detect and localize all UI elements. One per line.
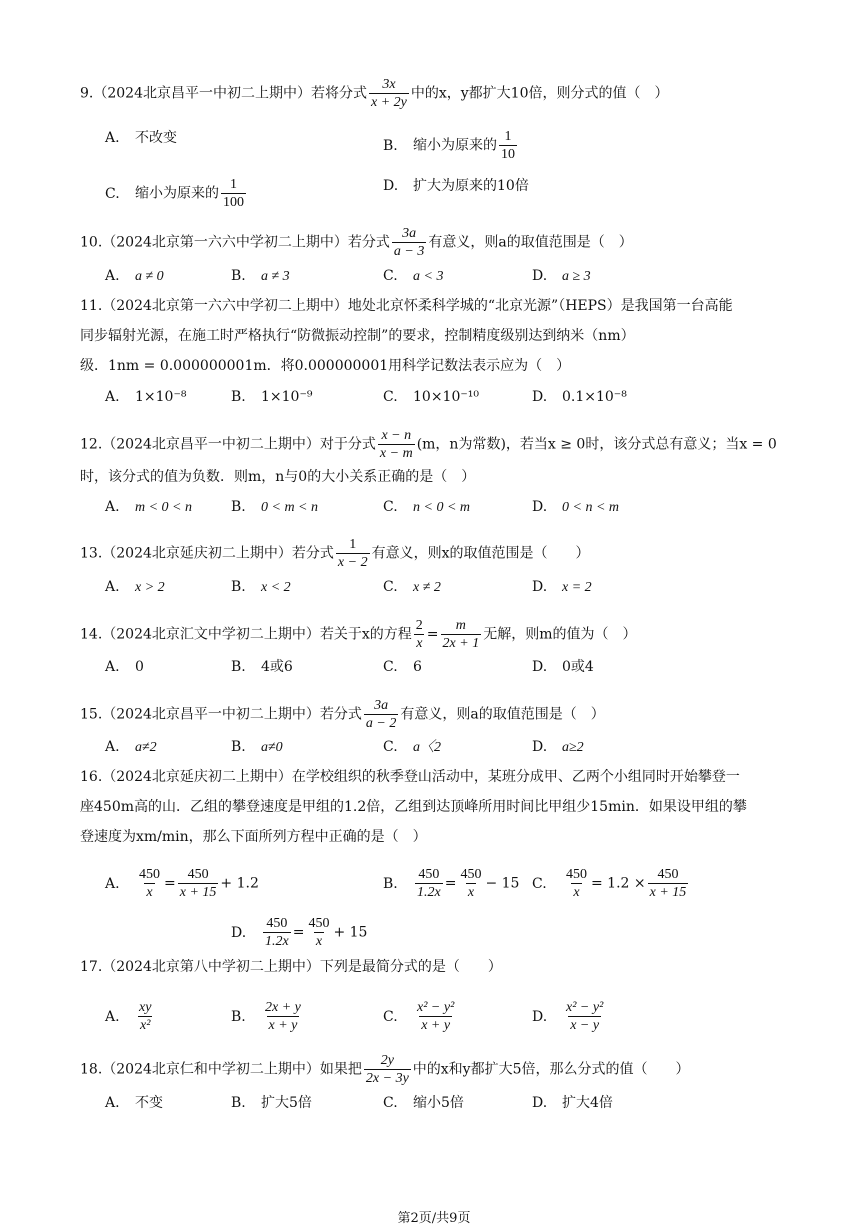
q16-c-label: C. <box>532 875 547 892</box>
q15-d-label: D. <box>532 739 548 755</box>
q14-f1-den: x <box>416 636 423 651</box>
q14-f1-num: 2 <box>415 618 423 633</box>
q16-b-eq: = <box>444 875 457 892</box>
q16-c-n2: 450 <box>657 867 679 882</box>
q13-frac-den: x − 2 <box>337 555 368 570</box>
q15-option-d[interactable] <box>532 737 584 758</box>
q17-a-den: x² <box>140 1018 151 1033</box>
q13-b-label: B. <box>231 579 246 595</box>
q16-a-d1: x <box>146 885 153 900</box>
q16-c-n1: 450 <box>566 867 587 882</box>
q16-a-frac1 <box>137 866 162 901</box>
q11-b-text: 1×10⁻⁹ <box>261 389 313 405</box>
q14-option-b[interactable] <box>231 657 293 677</box>
q16-b-label: B. <box>383 875 398 892</box>
q11-stem-line2: 同步辐射光源，在施工时严格执行“防微振动控制”的要求，控制精度级别达到纳米（nm） <box>80 328 635 344</box>
q16-d-n2: 450 <box>308 916 330 931</box>
question-9-stem <box>80 76 669 111</box>
q17-b-label: B. <box>231 1008 246 1025</box>
q11-d-text: 0.1×10⁻⁸ <box>562 389 627 405</box>
q17-b-den: x + y <box>268 1018 298 1033</box>
q17-c-den: x + y <box>421 1018 451 1033</box>
q13-fraction <box>336 536 370 571</box>
q10-frac-num: 3a <box>402 226 417 241</box>
q13-a-text: x > 2 <box>135 580 165 595</box>
q18-a-label: A. <box>105 1095 120 1111</box>
q9-stem-pre: 9.（2024北京昌平一中初二上期中）若将分式 <box>80 85 367 102</box>
q12-stem-post: (m，n为常数)，若当x ≥ 0时，该分式总有意义；当x = 0 <box>416 436 777 453</box>
q18-d-label: D. <box>532 1095 548 1111</box>
q16-a-n1: 450 <box>139 867 160 882</box>
q17-c-num: x² − y² <box>417 1000 455 1015</box>
q18-stem-post: 中的x和y都扩大5倍，那么分式的值（ ） <box>412 1061 690 1078</box>
q17-a-label: A. <box>105 1008 120 1025</box>
q17-b-num: 2x + y <box>265 1000 301 1015</box>
q17-a-fraction <box>137 999 153 1034</box>
q15-option-c[interactable] <box>383 737 441 758</box>
question-14-stem <box>80 617 636 652</box>
q9-c-text: 缩小为原来的 <box>135 185 219 202</box>
q13-d-label: D. <box>532 579 548 595</box>
q12-stem-pre: 12.（2024北京昌平一中初二上期中）对于分式 <box>80 436 376 453</box>
q17-option-d[interactable] <box>532 999 607 1034</box>
q10-a-text: a ≠ 0 <box>135 269 164 284</box>
q16-d-eq: = <box>292 924 305 941</box>
q15-option-a[interactable] <box>105 737 157 758</box>
q15-c-label: C. <box>383 739 398 755</box>
question-12-stem <box>80 427 777 462</box>
q12-option-c[interactable] <box>383 497 470 518</box>
q9-stem-post: 中的x，y都扩大10倍，则分式的值（ ） <box>410 85 669 102</box>
page-number: 第2页/共9页 <box>397 1211 471 1226</box>
q15-option-b[interactable] <box>231 737 283 758</box>
q16-b-d1: 1.2x <box>417 885 441 900</box>
q10-fraction <box>392 225 426 260</box>
q16-d-frac2 <box>306 915 331 950</box>
q12-b-label: B. <box>231 499 246 515</box>
q18-b-text: 扩大5倍 <box>261 1095 312 1111</box>
q9-b-label: B. <box>383 137 398 154</box>
q15-frac-num: 3a <box>374 698 389 713</box>
q13-frac-num: 1 <box>349 537 357 552</box>
q12-option-b[interactable] <box>231 497 318 518</box>
q9-c-fraction <box>221 176 246 211</box>
q14-option-a[interactable] <box>105 657 144 677</box>
q15-stem-pre: 15.（2024北京昌平一中初二上期中）若分式 <box>80 706 362 723</box>
q9-fraction <box>369 76 409 111</box>
q9-c-den: 100 <box>223 195 244 210</box>
q16-c-d1: x <box>573 885 580 900</box>
q11-c-label: C. <box>383 389 398 405</box>
q15-c-text: a〈2 <box>413 740 441 755</box>
q14-option-c[interactable] <box>383 657 422 677</box>
q10-option-a[interactable] <box>105 266 164 287</box>
q9-frac-den: x + 2y <box>371 95 407 110</box>
q16-option-c[interactable] <box>532 866 690 901</box>
q17-d-den: x − y <box>570 1018 600 1033</box>
q10-b-text: a ≠ 3 <box>261 269 290 284</box>
q14-stem-pre: 14.（2024北京汇文中学初二上期中）若关于x的方程 <box>80 626 412 643</box>
q9-c-label: C. <box>105 185 120 202</box>
question-10-stem <box>80 225 633 260</box>
q15-a-text: a≠2 <box>135 740 157 755</box>
q11-option-b[interactable] <box>231 387 312 407</box>
q9-a-label: A. <box>105 130 120 146</box>
q13-b-text: x < 2 <box>261 580 291 595</box>
q12-option-d[interactable] <box>532 497 619 518</box>
q9-option-b[interactable] <box>383 128 519 163</box>
q14-equals: = <box>426 626 439 643</box>
q9-option-d[interactable] <box>383 176 529 196</box>
q9-b-text: 缩小为原来的 <box>413 137 497 154</box>
q10-d-text: a ≥ 3 <box>562 269 591 284</box>
q15-fraction <box>364 697 398 732</box>
q18-frac-num: 2y <box>380 1053 394 1068</box>
q14-b-label: B. <box>231 659 246 675</box>
q11-option-a[interactable] <box>105 387 186 407</box>
q18-c-text: 缩小5倍 <box>413 1095 464 1111</box>
q17-stem: 17.（2024北京第八中学初二上期中）下列是最简分式的是（ ） <box>80 959 502 975</box>
q12-stem-line2: 时，该分式的值为负数．则m，n与0的大小关系正确的是（ ） <box>80 469 476 485</box>
q18-d-text: 扩大4倍 <box>562 1095 613 1111</box>
q12-c-label: C. <box>383 499 398 515</box>
q16-d-tail: + 15 <box>333 924 368 941</box>
q12-b-text: 0 < m < n <box>261 500 319 515</box>
q10-c-label: C. <box>383 268 398 284</box>
q14-d-label: D. <box>532 659 548 675</box>
q16-d-d1: 1.2x <box>265 934 289 949</box>
q14-a-text: 0 <box>135 659 144 675</box>
q10-option-d[interactable] <box>532 266 591 287</box>
q9-option-c[interactable] <box>105 176 248 211</box>
q15-b-text: a≠0 <box>261 740 283 755</box>
q11-stem-line1: 11.（2024北京第一六六中学初二上期中）地处北京怀柔科学城的“北京光源”（HEPS）是我国第一台高能 <box>80 298 733 314</box>
q13-d-text: x = 2 <box>562 580 592 595</box>
q16-stem-line3: 登速度为xm/min，那么下面所列方程中正确的是（ ） <box>80 829 427 845</box>
q14-f2-den: 2x + 1 <box>442 636 480 651</box>
q18-option-b[interactable] <box>231 1093 312 1113</box>
q9-c-num: 1 <box>230 177 237 192</box>
q14-option-d[interactable] <box>532 657 594 677</box>
q16-d-frac1 <box>263 915 291 950</box>
q14-c-text: 6 <box>413 659 422 675</box>
q17-a-num: xy <box>139 1000 152 1015</box>
q15-d-text: a≥2 <box>562 740 584 755</box>
question-13-stem <box>80 536 589 571</box>
q12-a-text: m < 0 < n <box>135 500 193 515</box>
q16-c-frac1 <box>564 866 589 901</box>
q10-stem-post: 有意义，则a的取值范围是（ ） <box>428 234 633 251</box>
q17-option-a[interactable] <box>105 999 155 1034</box>
q17-option-b[interactable] <box>231 999 305 1034</box>
q17-option-c[interactable] <box>383 999 458 1034</box>
q10-option-c[interactable] <box>383 266 443 287</box>
q11-stem-line3: 级．1nm = 0.000000001m．将0.000000001用科学记数法表示应为（ ） <box>80 358 571 374</box>
q18-option-c[interactable] <box>383 1093 464 1113</box>
q12-frac-den: x − m <box>379 446 413 461</box>
q16-d-n1: 450 <box>266 916 288 931</box>
q16-b-d2: x <box>467 885 475 900</box>
q13-option-b[interactable] <box>231 577 291 598</box>
q14-a-label: A. <box>105 659 120 675</box>
q16-b-frac1 <box>415 866 443 901</box>
q14-b-text: 4或6 <box>261 659 293 675</box>
q13-option-a[interactable] <box>105 577 165 598</box>
q10-b-label: B. <box>231 268 246 284</box>
q10-stem-pre: 10.（2024北京第一六六中学初二上期中）若分式 <box>80 234 390 251</box>
q12-a-label: A. <box>105 499 120 515</box>
question-15-stem <box>80 697 605 732</box>
q10-option-b[interactable] <box>231 266 290 287</box>
q17-d-fraction <box>564 999 605 1034</box>
q15-b-label: B. <box>231 739 246 755</box>
q14-f2-num: m <box>455 618 466 633</box>
q16-option-d[interactable] <box>231 915 367 950</box>
q17-c-label: C. <box>383 1008 398 1025</box>
q12-frac-num: x − n <box>381 428 412 443</box>
q18-frac-den: 2x − 3y <box>365 1071 409 1086</box>
q14-fraction-left <box>414 617 425 652</box>
q15-a-label: A. <box>105 739 120 755</box>
q13-stem-pre: 13.（2024北京延庆初二上期中）若分式 <box>80 545 334 562</box>
q16-c-d2: x + 15 <box>649 885 687 900</box>
q9-d-text: 扩大为原来的10倍 <box>413 178 529 194</box>
q16-a-n2: 450 <box>187 867 209 882</box>
q10-d-label: D. <box>532 268 548 284</box>
q17-c-fraction <box>415 999 456 1034</box>
q9-option-a[interactable] <box>105 128 177 148</box>
q18-stem-pre: 18.（2024北京仁和中学初二上期中）如果把 <box>80 1061 362 1078</box>
q12-d-text: 0 < n < m <box>562 500 620 515</box>
q16-d-label: D. <box>231 924 247 941</box>
q12-fraction <box>378 427 415 462</box>
q10-c-text: a < 3 <box>413 269 444 284</box>
question-18-stem <box>80 1052 690 1087</box>
q9-b-den: 10 <box>501 147 515 162</box>
q16-a-tail: + 1.2 <box>220 875 259 892</box>
q11-a-text: 1×10⁻⁸ <box>135 389 187 405</box>
q18-fraction <box>364 1052 411 1087</box>
q12-c-text: n < 0 < m <box>413 500 471 515</box>
q13-option-d[interactable] <box>532 577 592 598</box>
q12-d-label: D. <box>532 499 548 515</box>
q18-a-text: 不变 <box>135 1095 163 1111</box>
q16-stem-line1: 16.（2024北京延庆初二上期中）在学校组织的秋季登山活动中，某班分成甲、乙两个小组同时开始攀登一 <box>80 769 740 785</box>
q16-c-frac2 <box>648 866 689 901</box>
q9-b-fraction <box>499 128 517 163</box>
q17-d-label: D. <box>532 1008 548 1025</box>
q16-b-frac2 <box>458 866 483 901</box>
q16-d-d2: x <box>315 934 323 949</box>
q14-c-label: C. <box>383 659 398 675</box>
q16-a-eq: = <box>164 875 176 892</box>
q11-option-d[interactable] <box>532 387 627 407</box>
q13-c-label: C. <box>383 579 398 595</box>
q14-fraction-right <box>441 617 482 652</box>
q9-d-label: D. <box>383 178 399 194</box>
q16-stem-line2: 座450m高的山．乙组的攀登速度是甲组的1.2倍，乙组到达顶峰所用时间比甲组少15min．如果设甲组的攀 <box>80 799 747 815</box>
q11-d-label: D. <box>532 389 548 405</box>
q14-stem-post: 无解，则m的值为（ ） <box>483 626 637 643</box>
q12-option-a[interactable] <box>105 497 192 518</box>
q18-option-d[interactable] <box>532 1093 613 1113</box>
q15-frac-den: a − 2 <box>365 716 397 731</box>
q16-a-label: A. <box>105 875 120 892</box>
q18-option-a[interactable] <box>105 1093 163 1113</box>
q11-b-label: B. <box>231 389 246 405</box>
q16-a-d2: x + 15 <box>179 885 217 900</box>
q14-d-text: 0或4 <box>562 659 594 675</box>
q9-a-text: 不改变 <box>135 130 177 146</box>
q13-c-text: x ≠ 2 <box>413 580 441 595</box>
q10-frac-den: a − 3 <box>393 244 425 259</box>
q11-option-c[interactable] <box>383 387 479 407</box>
q16-option-a[interactable] <box>105 866 259 901</box>
q17-d-num: x² − y² <box>566 1000 604 1015</box>
q10-a-label: A. <box>105 268 120 284</box>
q16-c-eq: = 1.2 × <box>591 875 646 892</box>
q9-frac-num: 3x <box>382 77 396 92</box>
q11-c-text: 10×10⁻¹⁰ <box>413 389 479 405</box>
q13-stem-post: 有意义，则x的取值范围是（ ） <box>371 545 590 562</box>
q13-option-c[interactable] <box>383 577 441 598</box>
q13-a-label: A. <box>105 579 120 595</box>
q11-a-label: A. <box>105 389 120 405</box>
q16-b-n1: 450 <box>418 867 440 882</box>
q18-b-label: B. <box>231 1095 246 1111</box>
q15-stem-post: 有意义，则a的取值范围是（ ） <box>400 706 605 723</box>
q9-b-num: 1 <box>504 129 512 144</box>
q17-b-fraction <box>263 999 303 1034</box>
q16-option-b[interactable] <box>383 866 519 901</box>
q16-a-frac2 <box>178 866 219 901</box>
q16-b-n2: 450 <box>460 867 482 882</box>
q16-b-tail: − 15 <box>485 875 520 892</box>
q18-c-label: C. <box>383 1095 398 1111</box>
